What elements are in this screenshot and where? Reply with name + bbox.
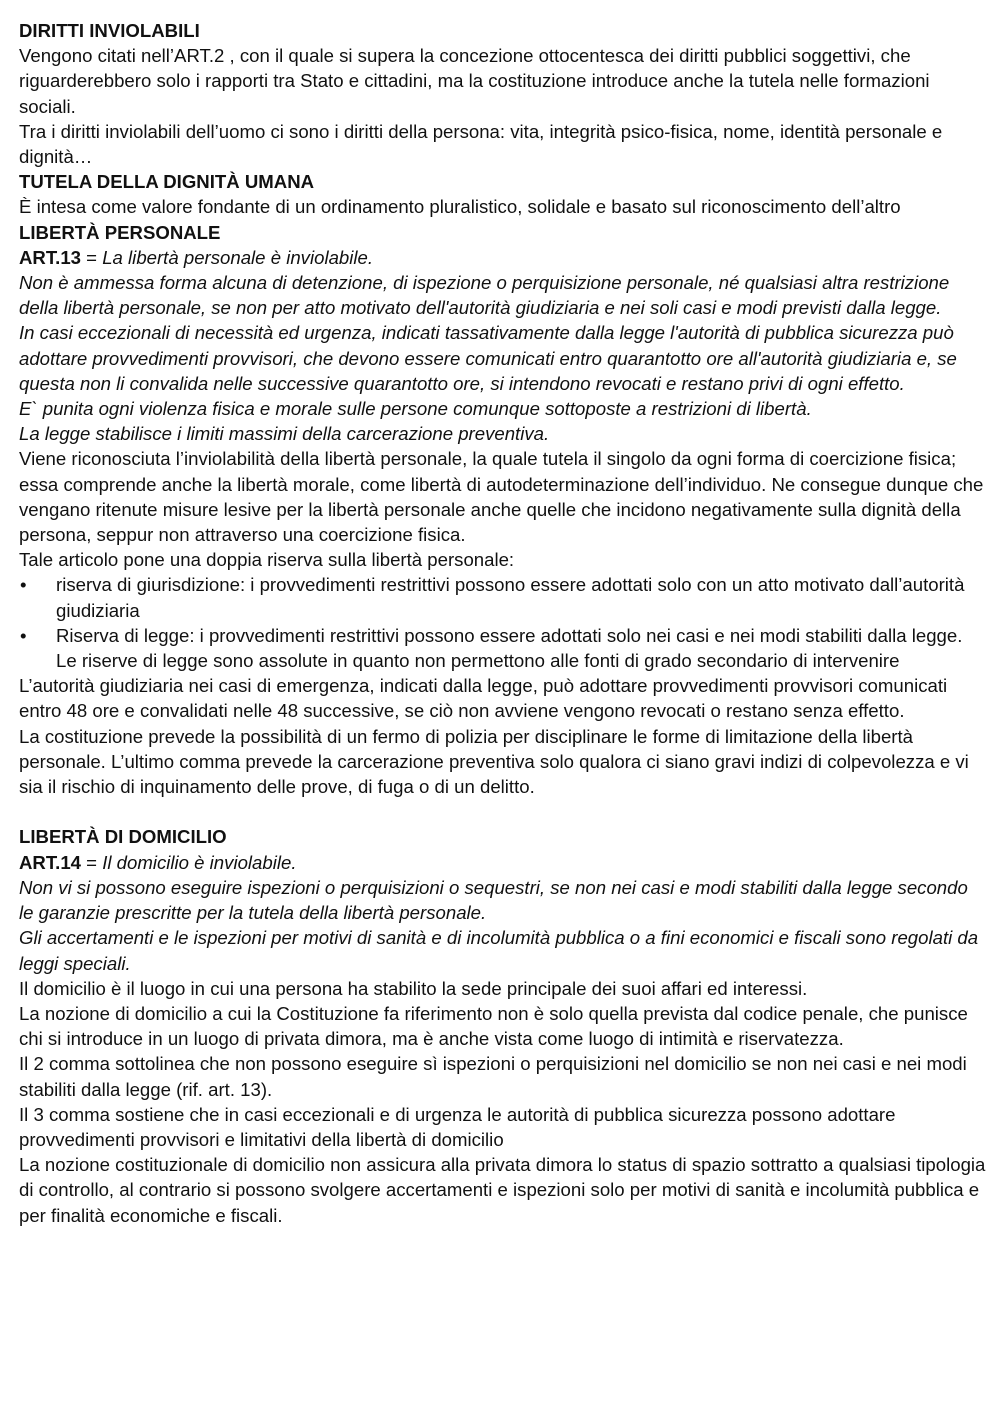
- heading-liberta-domicilio: LIBERTÀ DI DOMICILIO: [19, 826, 227, 848]
- article-line: [19, 850, 987, 875]
- bullet-icon: •: [20, 624, 27, 646]
- article-label: ART.14: [19, 851, 81, 873]
- blank-line: [19, 799, 987, 824]
- article-eq: =: [81, 246, 103, 268]
- article-label: ART.13: [19, 246, 81, 268]
- paragraph: È intesa come valore fondante di un ordinamento pluralistico, solidale e basato sul riconoscimento dell’altro: [19, 196, 901, 218]
- paragraph: La costituzione prevede la possibilità di un fermo di polizia per disciplinare le forme di limitazione della libertà personale. L’ultimo comma prevede la carcerazione preventiva solo qualora ci siano gravi indizi di colpevolezza e vi sia il rischio di inquinamento delle prove, di fuga o di un delitto.: [19, 725, 969, 798]
- list-item: [19, 572, 987, 622]
- paragraph: Il 3 comma sostiene che in casi eccezionali e di urgenza le autorità di pubblica sicurezza possono adottare provvedimenti provvisori e limitativi della libertà di domicilio: [19, 1103, 896, 1150]
- paragraph: Tale articolo pone una doppia riserva sulla libertà personale:: [19, 549, 515, 571]
- paragraph: L’autorità giudiziaria nei casi di emergenza, indicati dalla legge, può adottare provvedimenti provvisori comunicati entro 48 ore e convalidati nelle 48 successive, se ciò non avviene vengono revocati o restano senza effetto.: [19, 675, 948, 722]
- heading-liberta-personale: LIBERTÀ PERSONALE: [19, 221, 221, 243]
- article-paragraph: La legge stabilisce i limiti massimi della carcerazione preventiva.: [19, 423, 550, 445]
- paragraph: La nozione di domicilio a cui la Costituzione fa riferimento non è solo quella prevista dal codice penale, che punisce chi si introduce in un luogo di privata dimora, ma è anche vista come luogo di intimità e riservatezza.: [19, 1002, 968, 1050]
- article-paragraph: Gli accertamenti e le ispezioni per motivi di sanità e di incolumità pubblica o a fini economici e fiscali sono regolati da leggi speciali.: [19, 927, 979, 974]
- list-item-text: Riserva di legge: i provvedimenti restrittivi possono essere adottati solo nei casi e nei modi stabiliti dalla legge. Le riserve di legge sono assolute in quanto non permettono alle fonti di grado secondario di intervenire: [56, 624, 963, 672]
- document-page: [19, 18, 987, 1228]
- paragraph: Il domicilio è il luogo in cui una persona ha stabilito la sede principale dei suoi affari ed interessi.: [19, 977, 808, 999]
- article-paragraph: Non è ammessa forma alcuna di detenzione, di ispezione o perquisizione personale, né qualsiasi altra restrizione della libertà personale, se non per atto motivato dell'autorità giudiziaria e nei soli casi e modi previsti dalla legge.: [19, 272, 950, 319]
- paragraph: Tra i diritti inviolabili dell’uomo ci sono i diritti della persona: vita, integrità psico-fisica, nome, identità personale e dignità…: [19, 120, 943, 168]
- article-eq: =: [81, 851, 103, 873]
- heading-tutela-dignita: TUTELA DELLA DIGNITÀ UMANA: [19, 171, 315, 193]
- article-paragraph: Non vi si possono eseguire ispezioni o perquisizioni o sequestri, se non nei casi e modi stabiliti dalla legge secondo le garanzie prescritte per la tutela della libertà personale.: [19, 876, 968, 924]
- list-item: [19, 623, 987, 673]
- list-item-text: riserva di giurisdizione: i provvedimenti restrittivi possono essere adottati solo con un atto motivato dall’autorità giudiziaria: [56, 574, 965, 621]
- bullet-list: [19, 572, 987, 673]
- paragraph: Viene riconosciuta l’inviolabilità della libertà personale, la quale tutela il singolo da ogni forma di coercizione fisica; essa comprende anche la libertà morale, come libertà di autodeterminazione dell’individuo. Ne consegue dunque che vengano ritenute misure lesive per la libertà personale anche quelle che incidono negativamente sulla dignità della persona, seppur non attraverso una coercizione fisica.: [19, 448, 984, 546]
- article-paragraph: In casi eccezionali di necessità ed urgenza, indicati tassativamente dalla legge l'autorità di pubblica sicurezza può adottare provvedimenti provvisori, che devono essere comunicati entro quarantotto ore all'autorità giudiziaria e, se questa non li convalida nelle successive quarantotto ore, si intendono revocati e restano privi di ogni effetto.: [19, 322, 957, 394]
- paragraph: La nozione costituzionale di domicilio non assicura alla privata dimora lo status di spazio sottratto a qualsiasi tipologia di controllo, al contrario si possono svolgere accertamenti e ispezioni solo per motivi di sanità e incolumità pubblica e per finalità economiche e fiscali.: [19, 1154, 986, 1226]
- bullet-icon: •: [20, 574, 27, 596]
- heading-diritti-inviolabili: DIRITTI INVIOLABILI: [19, 20, 200, 41]
- article-first-sentence: La libertà personale è inviolabile.: [102, 246, 374, 268]
- paragraph: Il 2 comma sottolinea che non possono eseguire sì ispezioni o perquisizioni nel domicilio se non nei casi e nei modi stabiliti dalla legge (rif. art. 13).: [19, 1053, 967, 1100]
- article-first-sentence: Il domicilio è inviolabile.: [102, 851, 297, 873]
- paragraph: Vengono citati nell’ART.2 , con il quale si supera la concezione ottocentesca dei diritti pubblici soggettivi, che riguarderebbero solo i rapporti tra Stato e cittadini, ma la costituzione introduce anche la tutela nelle formazioni sociali.: [19, 45, 930, 117]
- article-line: [19, 245, 987, 270]
- article-paragraph: E` punita ogni violenza fisica e morale sulle persone comunque sottoposte a restrizioni di libertà.: [19, 398, 812, 420]
